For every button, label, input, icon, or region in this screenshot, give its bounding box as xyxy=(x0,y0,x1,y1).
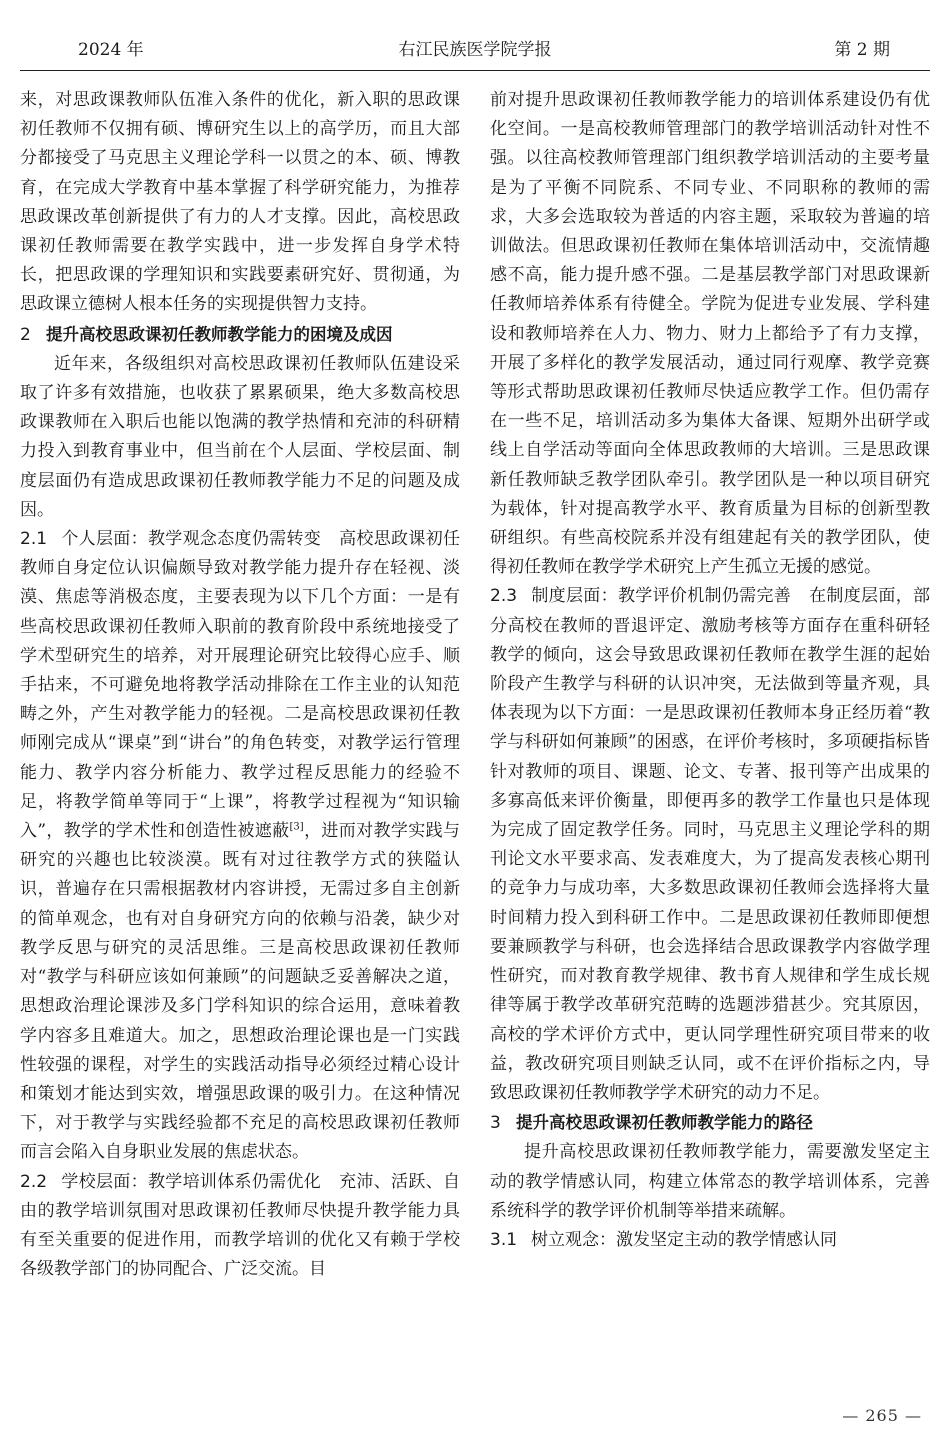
section-heading-2 xyxy=(20,320,460,350)
paragraph-2-2: 充沛、活跃、自由的教学培训氛围对思政课初任教师尽快提升教学能力具有至关重要的促进作用，而教学培训的优化又有赖于学校各级教学部门的协同配合、广泛交流。目 xyxy=(20,1171,461,1280)
header-year: 2024 年 xyxy=(78,40,144,60)
paragraph-2-3: 在制度层面，部分高校在教师的晋退评定、激励考核等方面存在重科研轻教学的倾向，这会导致思政课初任教师在教学生涯的起始阶段产生教学与科研的认识冲突，无法做到等量齐观，具体表现为以下方面：一是思政课初任教师本身正经历着“教学与科研如何兼顾”的困惑，在评价考核时，多项硬指标皆针对教师的项目、课题、论文、专著、报刊等产出成果的多寡高低来评价衡量，即便再多的教学工作量也只是体现为完成了固定教学任务。同时，马克思主义理论学科的期刊论文水平要求高、发表难度大，为了提高发表核心期刊的竞争力与成功率，大多数思政课初任教师会选择将大量时间精力投入到科研工作中。二是思政课初任教师即便想要兼顾教学与科研，也会选择结合思政课教学内容做学理性研究，而对教育教学规律、教书育人规律和学生成长规律等属于教学改革研究范畴的选题涉猎甚少。究其原因，高校的学术评价方式中，更认同学理性研究项目带来的收益，教改研究项目则缺乏认同，或不在评价指标之内，导致思政课初任教师教学学术研究的动力不足。 xyxy=(490,586,931,1103)
section-title: 提升高校思政课初任教师教学能力的路径 xyxy=(516,1113,813,1133)
section-number: 3 xyxy=(490,1113,501,1134)
paragraph-2-2-continued: 前对提升思政课初任教师教学能力的培训体系建设仍有优化空间。一是高校教师管理部门的教学培训活动针对性不强。以往高校教师管理部门组织教学培训活动的主要考量是为了平衡不同院系、不同专业、不同职称的教师的需求，大多会选取较为普适的内容主题，采取较为普遍的培训做法。但思政课初任教师在集体培训活动中，交流情趣感不高，能力提升感不强。二是基层教学部门对思政课新任教师培养体系有待健全。学院为促进专业发展、学科建设和教师培养在人力、物力、财力上都给予了有力支撑，开展了多样化的教学发展活动，通过同行观摩、教学竞赛等形式帮助思政课初任教师尽快适应教学工作。但仍需存在一些不足，培训活动多为集体大备课、短期外出研学或线上自学活动等面向全体思政教师的大培训。三是思政课新任教师缺乏教学团队牵引。教学团队是一种以项目研究为载体，针对提高教学水平、教育质量为目标的创新型教研组织。有些高校院系并没有组建起有关的教学团队，使得初任教师在教学学术研究上产生孤立无援的感觉。 xyxy=(490,90,930,578)
paragraph-2-1-part-a: 高校思政课初任教师自身定位认识偏颇导致对教学能力提升存在轻视、淡漠、焦虑等消极态度，主要表现为以下几个方面：一是有些高校思政课初任教师入职前的教育阶段中系统地接受了学术型研究生的培养，对开展理论研究比较得心应手、顺手拈来，不可避免地将教学活动排除在工作主业的认知范畴之外，产生对教学能力的轻视。二是高校思政课初任教师刚完成从“课桌”到“讲台”的角色转变，对教学运行管理能力、教学内容分析能力、教学过程反思能力的经验不足，将教学简单等同于“上课”，将教学过程视为“知识输入”，教学的学术性和创造性被遮蔽 xyxy=(20,529,461,842)
subsection-3-1 xyxy=(490,1226,930,1255)
subsection-2-1 xyxy=(20,525,460,1167)
page-number: — 265 — xyxy=(842,1406,922,1425)
right-column xyxy=(490,86,930,1255)
section-heading-3 xyxy=(490,1108,930,1138)
paragraph-2-1-part-b: ，进而对教学实践与研究的兴趣也比较淡漠。既有对过往教学方式的狭隘认识，普遍存在只需根据教材内容讲授，无需过多自主创新的简单观念，也有对自身研究方向的依赖与沿袭，缺少对教学反思与研究的灵活思维。三是高校思政课初任教师对“教学与科研应该如何兼顾”的问题缺乏妥善解决之道，思想政治理论课涉及多门学科知识的综合运用，意味着教学内容多且难道大。加之，思想政治理论课也是一门实践性较强的课程，对学生的实践活动指导必须经过精心设计和策划才能达到实效，增强思政课的吸引力。在这种情况下，对于教学与实践经验都不充足的高校思政课初任教师而言会陷入自身职业发展的焦虑状态。 xyxy=(20,821,460,1163)
subsection-number: 2.1 xyxy=(20,529,48,550)
subsection-number: 2.2 xyxy=(20,1171,48,1192)
subsection-title: 个人层面：教学观念态度仍需转变 xyxy=(61,529,322,550)
section-number: 2 xyxy=(20,324,31,345)
header-journal-title: 右江民族医学院学报 xyxy=(398,40,552,60)
subsection-number: 2.3 xyxy=(490,586,518,607)
subsection-2-3 xyxy=(490,582,930,1108)
citation-reference: [3] xyxy=(289,821,304,833)
paragraph-section-3: 提升高校思政课初任教师教学能力，需要激发坚定主动的教学情感认同，构建立体常态的教学培训体系，完善系统科学的教学评价机制等举措来疏解。 xyxy=(490,1142,930,1221)
section-title: 提升高校思政课初任教师教学能力的困境及成因 xyxy=(46,324,393,344)
header-issue: 第 2 期 xyxy=(834,40,890,60)
paragraph-intro-continued: 来，对思政课教师队伍准入条件的优化，新入职的思政课初任教师不仅拥有硕、博研究生以上的高学历，而且大部分都接受了马克思主义理论学科一以贯之的本、硕、博教育，在完成大学教育中基本掌握了科学研究能力，为推荐思政课改革创新提供了有力的人才支撑。因此，高校思政课初任教师需要在教学实践中，进一步发挥自身学术特长，把思政课的学理知识和实践要素研究好、贯彻通，为思政课立德树人根本任务的实现提供智力支持。 xyxy=(20,90,460,315)
paragraph-section-2: 近年来，各级组织对高校思政课初任教师队伍建设采取了许多有效措施，也收获了累累硕果，绝大多数高校思政课教师在入职后也能以饱满的教学热情和充沛的科研精力投入到教育事业中，但当前在个人层面、学校层面、制度层面仍有造成思政课初任教师教学能力不足的问题及成因。 xyxy=(20,353,460,520)
subsection-title: 学校层面：教学培训体系仍需优化 xyxy=(61,1171,322,1192)
subsection-title: 树立观念：激发坚定主动的教学情感认同 xyxy=(531,1229,838,1250)
subsection-number: 3.1 xyxy=(490,1229,518,1250)
subsection-2-2 xyxy=(20,1168,460,1285)
running-header xyxy=(20,30,930,71)
left-column xyxy=(20,86,460,1284)
subsection-title: 制度层面：教学评价机制仍需完善 xyxy=(531,586,792,607)
